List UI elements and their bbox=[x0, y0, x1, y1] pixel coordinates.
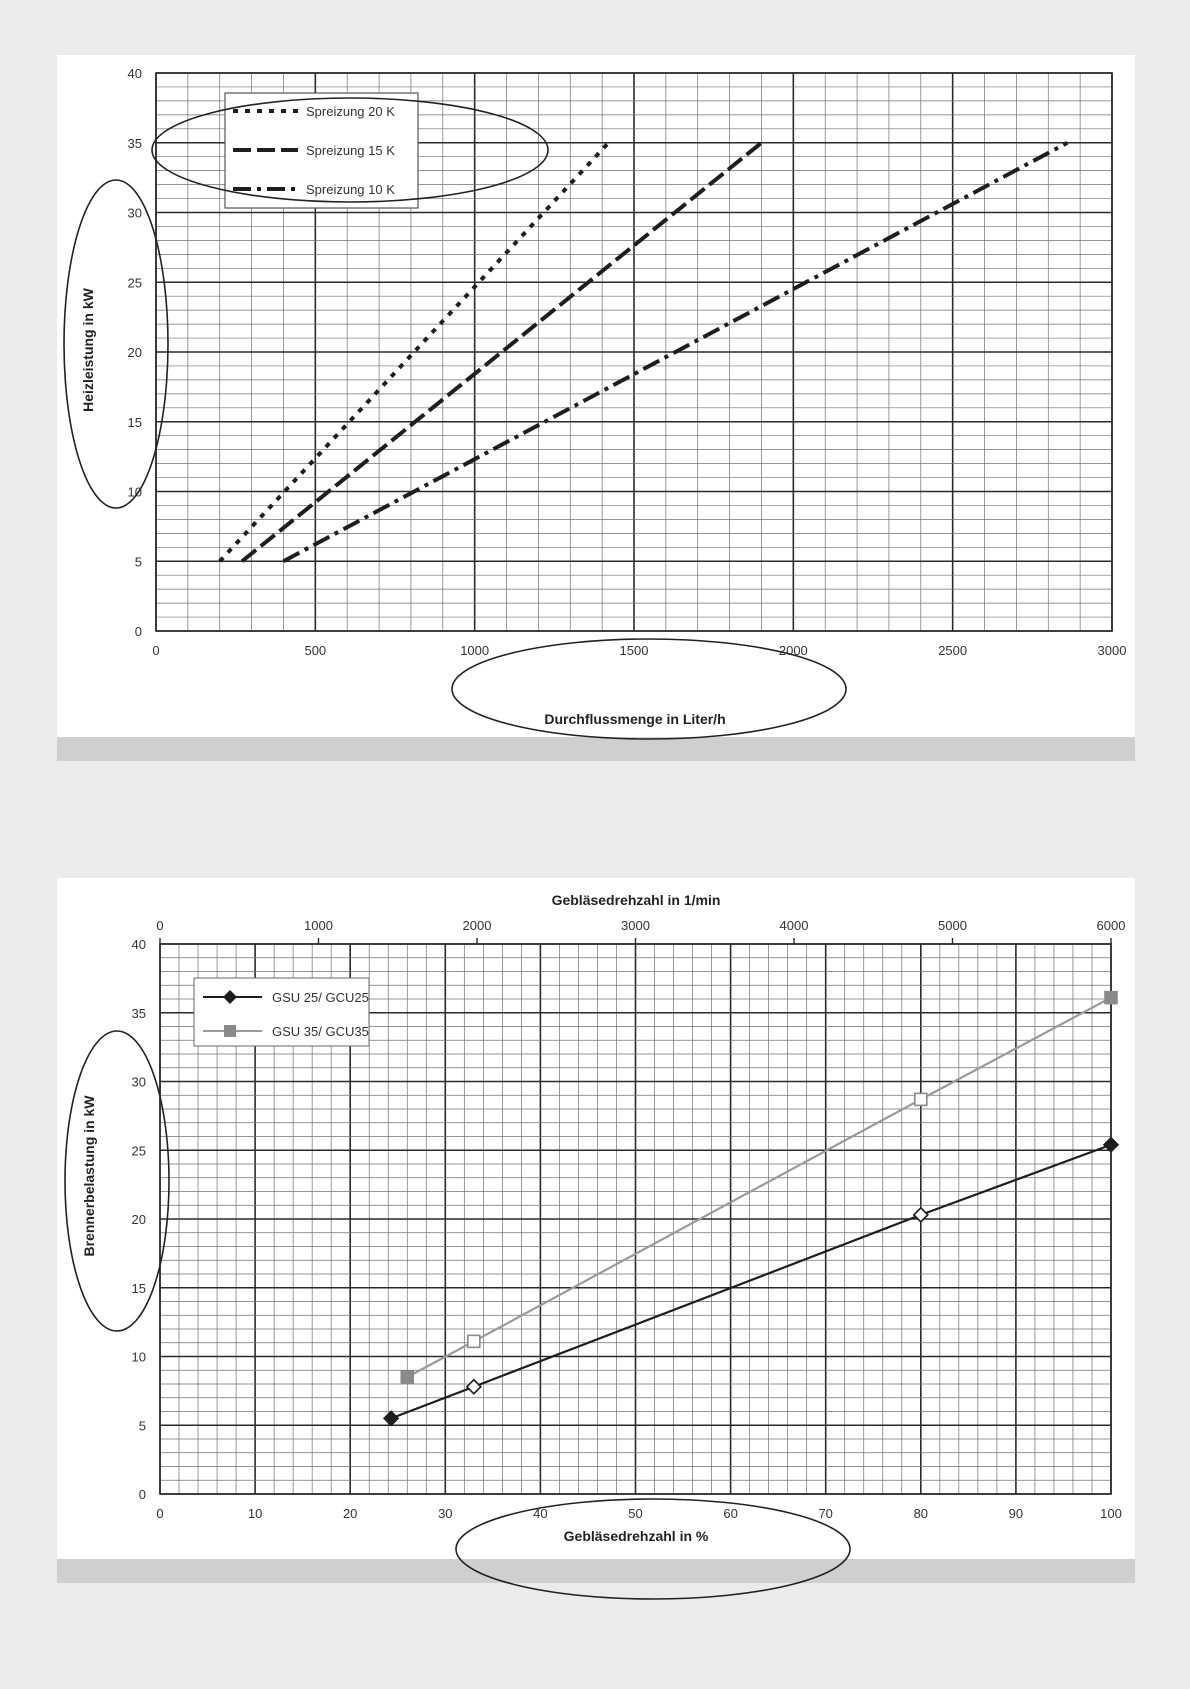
chart1-ytick-label: 40 bbox=[127, 66, 142, 81]
chart2-x2tick-label: 5000 bbox=[938, 918, 967, 933]
chart2-series-2-point bbox=[1105, 992, 1117, 1004]
chart2-x2tick-label: 2000 bbox=[462, 918, 492, 933]
chart2-xtick-label: 80 bbox=[913, 1506, 929, 1521]
chart2-legend bbox=[194, 978, 369, 1046]
chart1-xtick-label: 1500 bbox=[619, 643, 649, 658]
chart2-panel-footer bbox=[57, 1559, 1135, 1583]
chart1-ytick-label: 5 bbox=[134, 554, 142, 570]
chart2-series-2-point bbox=[915, 1093, 927, 1105]
chart1-xtick-label: 500 bbox=[304, 643, 327, 658]
chart1-legend-label-2: Spreizung 15 K bbox=[306, 143, 395, 158]
chart2-x2tick-label: 1000 bbox=[304, 918, 333, 933]
chart2-ytick-label: 0 bbox=[138, 1487, 146, 1502]
chart1-xtick-label: 2500 bbox=[938, 643, 968, 658]
chart2-ytick-label: 40 bbox=[131, 937, 146, 952]
chart2-x2tick-label: 4000 bbox=[779, 918, 809, 933]
chart1-xtick-label: 3000 bbox=[1097, 643, 1127, 658]
chart2-xtick-label: 10 bbox=[247, 1506, 263, 1521]
chart2-ytick-label: 30 bbox=[131, 1074, 146, 1090]
chart2-xtick-label: 60 bbox=[723, 1506, 738, 1521]
chart2-series-2-point bbox=[401, 1371, 413, 1383]
chart2-series-2-point bbox=[468, 1335, 480, 1347]
chart1-ylabel: Heizleistung in kW bbox=[80, 288, 96, 412]
chart1-panel-footer bbox=[57, 737, 1135, 761]
chart2-ytick-label: 10 bbox=[131, 1349, 146, 1365]
chart2-xtick-label: 20 bbox=[342, 1506, 358, 1521]
chart2-xtick-label: 0 bbox=[156, 1506, 164, 1521]
chart2-ytick-label: 35 bbox=[131, 1005, 146, 1021]
chart2-x2tick-label: 6000 bbox=[1096, 918, 1126, 933]
chart2-xtick-label: 40 bbox=[533, 1506, 548, 1521]
chart2-ytick-label: 25 bbox=[131, 1143, 146, 1159]
chart2-ytick-label: 20 bbox=[131, 1212, 146, 1227]
chart2-legend-label-1: GSU 25/ GCU25 bbox=[272, 990, 369, 1005]
chart2-ytick-label: 15 bbox=[131, 1280, 146, 1296]
chart1-legend bbox=[225, 93, 418, 208]
chart1-xtick-label: 0 bbox=[152, 643, 160, 658]
chart2-xtick-label: 90 bbox=[1008, 1506, 1024, 1521]
chart2-xtick-label: 30 bbox=[438, 1506, 453, 1521]
chart1-ytick-label: 35 bbox=[127, 135, 142, 151]
chart1-xlabel: Durchflussmenge in Liter/h bbox=[544, 711, 726, 727]
chart1-ytick-label: 15 bbox=[127, 414, 142, 430]
chart2-top-title: Gebläsedrehzahl in 1/min bbox=[551, 892, 721, 908]
chart2-legend-marker-2 bbox=[224, 1025, 236, 1037]
chart2-xlabel: Gebläsedrehzahl in % bbox=[563, 1528, 709, 1544]
chart1-legend-label-3: Spreizung 10 K bbox=[306, 182, 395, 197]
chart2-x2tick-label: 0 bbox=[156, 918, 164, 933]
chart2-legend-label-2: GSU 35/ GCU35 bbox=[272, 1024, 369, 1039]
chart1-xtick-label: 1000 bbox=[460, 643, 490, 658]
chart1-legend-label-1: Spreizung 20 K bbox=[306, 104, 395, 119]
chart2-xtick-label: 100 bbox=[1100, 1506, 1122, 1521]
chart1-xtick-label: 2000 bbox=[778, 643, 808, 658]
chart2-x2tick-label: 3000 bbox=[621, 918, 650, 933]
chart1-ytick-label: 25 bbox=[127, 275, 142, 291]
chart1-ytick-label: 0 bbox=[134, 624, 142, 639]
chart1-ytick-label: 20 bbox=[127, 345, 142, 360]
chart2-xtick-label: 70 bbox=[818, 1506, 833, 1521]
chart1-ytick-label: 10 bbox=[127, 484, 142, 500]
chart2-xtick-label: 50 bbox=[628, 1506, 643, 1521]
chart1-ytick-label: 30 bbox=[127, 205, 142, 221]
chart2-ylabel: Brennerbelastung in kW bbox=[81, 1095, 97, 1257]
chart2-ytick-label: 5 bbox=[138, 1418, 146, 1434]
